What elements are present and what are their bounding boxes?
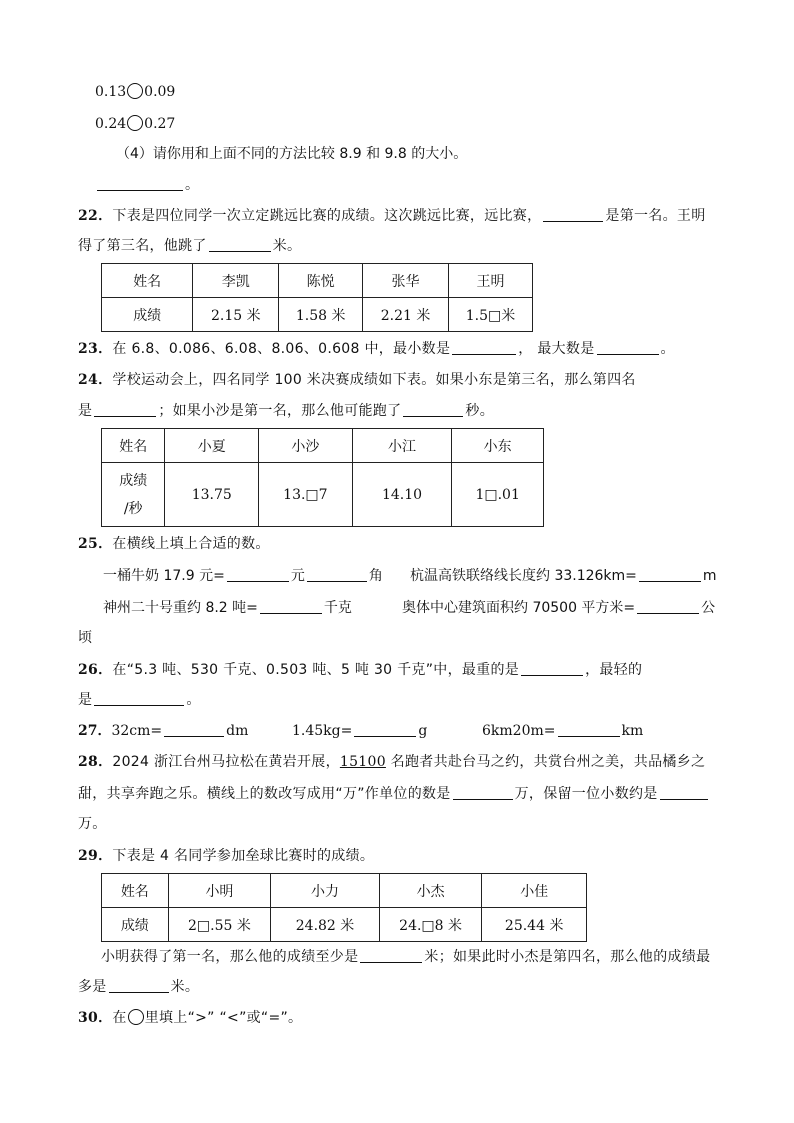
compare-left-value: 0.24 — [95, 116, 127, 132]
answer-blank[interactable] — [558, 722, 620, 737]
underlined-number: 15100 — [339, 754, 386, 770]
q24-table — [101, 428, 544, 527]
table-header: 姓名 — [102, 874, 169, 908]
answer-blank[interactable] — [260, 599, 322, 614]
question-27: 27．32cm= dm — [78, 723, 249, 739]
q21-part4-answer: 。 — [95, 175, 199, 195]
answer-blank[interactable] — [307, 567, 367, 582]
table-header: 小沙 — [259, 429, 353, 463]
table-cell: 2.15 米 — [193, 298, 279, 332]
answer-blank[interactable] — [521, 661, 583, 676]
table-header: 陈悦 — [279, 264, 363, 298]
table-cell: 成绩 — [102, 298, 193, 332]
question-24-line2: 是 ；如果小沙是第一名，那么他可能跑了 秒。 — [78, 403, 495, 419]
answer-blank[interactable] — [453, 785, 513, 800]
table-cell: 24.□8 米 — [379, 908, 482, 942]
table-cell: 2.21 米 — [363, 298, 449, 332]
table-header: 张华 — [363, 264, 449, 298]
answer-blank[interactable] — [209, 237, 271, 252]
table-header: 王明 — [448, 264, 532, 298]
answer-blank[interactable] — [109, 978, 169, 993]
question-22-line2: 得了第三名，他跳了 米。 — [78, 238, 302, 254]
answer-blank[interactable] — [227, 567, 289, 582]
question-23: 23．在 6.8、0.086、6.08、8.06、0.608 中，最小数是 ， 最大数是 。 — [78, 341, 675, 357]
table-header: 姓名 — [102, 429, 165, 463]
q22-table — [101, 263, 533, 332]
q25-line3: 顷 — [78, 630, 92, 646]
table-header: 姓名 — [102, 264, 193, 298]
question-29-line3: 多是 米。 — [78, 979, 200, 995]
compare-circle[interactable] — [127, 115, 143, 131]
q25-line2-left: 神州二十号重约 8.2 吨= 千克 — [103, 600, 352, 616]
answer-blank[interactable] — [543, 207, 603, 222]
compare-right-value: 0.27 — [144, 116, 176, 132]
table-cell: 2□.55 米 — [168, 908, 271, 942]
answer-blank[interactable] — [360, 948, 422, 963]
question-26: 26．在“5.3 吨、530 千克、0.503 吨、5 吨 30 千克”中，最重的是 ，最轻的 — [78, 662, 643, 678]
answer-blank[interactable] — [94, 402, 156, 417]
q21-part4: （4）请你用和上面不同的方法比较 8.9 和 9.8 的大小。 — [116, 146, 468, 162]
table-cell: 1.5□米 — [448, 298, 532, 332]
table-cell: 13.75 — [165, 463, 259, 527]
question-27-b: 1.45kg= g — [292, 723, 428, 739]
question-27-c: 6km20m= km — [482, 723, 644, 739]
answer-blank[interactable] — [639, 567, 701, 582]
question-25: 25．在横线上填上合适的数。 — [78, 536, 270, 552]
question-24: 24．学校运动会上，四名同学 100 米决赛成绩如下表。如果小东是第三名，那么第四名 — [78, 372, 636, 388]
q25-line2-right: 奥体中心建筑面积约 70500 平方米= 公 — [402, 600, 716, 616]
table-header: 小明 — [168, 874, 271, 908]
table-header: 小东 — [452, 429, 544, 463]
answer-blank[interactable] — [403, 402, 463, 417]
table-header: 小夏 — [165, 429, 259, 463]
answer-blank[interactable] — [97, 176, 183, 191]
table-cell: 13.□7 — [259, 463, 353, 527]
table-cell: 14.10 — [352, 463, 452, 527]
table-header: 小江 — [352, 429, 452, 463]
question-26-line2: 是 。 — [78, 692, 201, 708]
question-29: 29．下表是 4 名同学参加垒球比赛时的成绩。 — [78, 848, 375, 864]
compare-right-value: 0.09 — [144, 84, 176, 100]
answer-blank[interactable] — [637, 599, 699, 614]
table-cell: 25.44 米 — [482, 908, 587, 942]
answer-blank[interactable] — [452, 340, 516, 355]
compare-circle[interactable] — [127, 83, 143, 99]
question-28-line3: 万。 — [78, 816, 107, 832]
question-29-line2: 小明获得了第一名，那么他的成绩至少是 米；如果此时小杰是第四名，那么他的成绩最 — [101, 949, 711, 965]
answer-blank[interactable] — [94, 691, 184, 706]
compare-row-1 — [95, 82, 175, 102]
q25-line1-right: 杭温高铁联络线长度约 33.126km= m — [410, 568, 717, 584]
table-header: 小杰 — [379, 874, 482, 908]
answer-blank[interactable] — [354, 722, 416, 737]
question-22: 22．下表是四位同学一次立定跳远比赛的成绩。这次跳远比赛，远比赛， 是第一名。王明 — [78, 208, 706, 224]
table-cell: 1.58 米 — [279, 298, 363, 332]
answer-blank[interactable] — [164, 722, 224, 737]
compare-row-2 — [95, 114, 175, 134]
q25-line1-left: 一桶牛奶 17.9 元= 元 角 — [103, 568, 383, 584]
table-cell: 成绩 /秒 — [102, 463, 165, 527]
q29-table — [101, 873, 587, 942]
table-header: 李凯 — [193, 264, 279, 298]
compare-circle-icon — [128, 1009, 144, 1025]
question-28-line2: 甜，共享奔跑之乐。横线上的数改写成用“万”作单位的数是 万，保留一位小数约是 — [78, 784, 710, 804]
table-header: 小力 — [271, 874, 380, 908]
compare-left-value: 0.13 — [95, 84, 127, 100]
answer-blank[interactable] — [597, 340, 659, 355]
table-cell: 成绩 — [102, 908, 169, 942]
question-30: 30．在 里填上“>” “<”或“=”。 — [78, 1010, 303, 1026]
table-header: 小佳 — [482, 874, 587, 908]
answer-blank[interactable] — [660, 785, 708, 800]
table-cell: 24.82 米 — [271, 908, 380, 942]
table-cell: 1□.01 — [452, 463, 544, 527]
question-28: 28．2024 浙江台州马拉松在黄岩开展，15100 名跑者共赴台马之约，共赏台州之美，共品橘乡之 — [78, 754, 706, 770]
